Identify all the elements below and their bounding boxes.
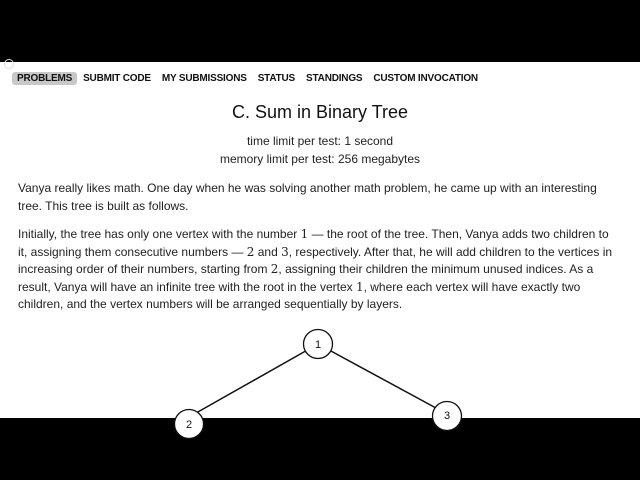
binary-tree-diagram xyxy=(0,62,640,431)
time-limit: time limit per test: 1 second xyxy=(246,134,394,148)
tree-node-1 xyxy=(304,330,333,359)
nav-submit-code[interactable]: SUBMIT CODE xyxy=(83,72,151,84)
nav-standings[interactable]: STANDINGS xyxy=(306,72,363,84)
tree-node-2 xyxy=(175,410,204,439)
tree-node-3 xyxy=(433,402,462,431)
memory-limit: memory limit per test: 256 megabytes xyxy=(219,152,421,166)
statement-paragraph-2: Initially, the tree has only one vertex with the number 1 — the root of the tree. Then, Vanya adds two children to it, assigning them consecutive numbers — 2 and 3, respectively. After that, he will add children to the vertices in increasing order of their numbers, starting from 2, assigning their children the minimum unused indices. As a result, Vanya will have an infinite tree with the root in the vertex 1, where each vertex will have exactly two children, and the vertex numbers will be arranged sequentially by layers. xyxy=(18,227,613,311)
nav-problems[interactable]: PROBLEMS xyxy=(12,72,77,85)
node-label-1: 1 xyxy=(314,339,322,351)
problem-page xyxy=(0,62,640,431)
edge-1-3 xyxy=(318,344,447,414)
nav-custom-invocation[interactable]: CUSTOM INVOCATION xyxy=(373,72,478,84)
edge-1-2 xyxy=(189,344,318,417)
statement-paragraph-1: Vanya really likes math. One day when he was solving another math problem, he came up with an interesting tree. This tree is built as follows. xyxy=(18,181,597,213)
node-label-3: 3 xyxy=(443,410,451,422)
nav-status[interactable]: STATUS xyxy=(257,72,296,84)
node-label-2: 2 xyxy=(185,419,193,431)
problem-title: C. Sum in Binary Tree xyxy=(231,102,409,122)
nav-my-submissions[interactable]: MY SUBMISSIONS xyxy=(161,72,247,84)
